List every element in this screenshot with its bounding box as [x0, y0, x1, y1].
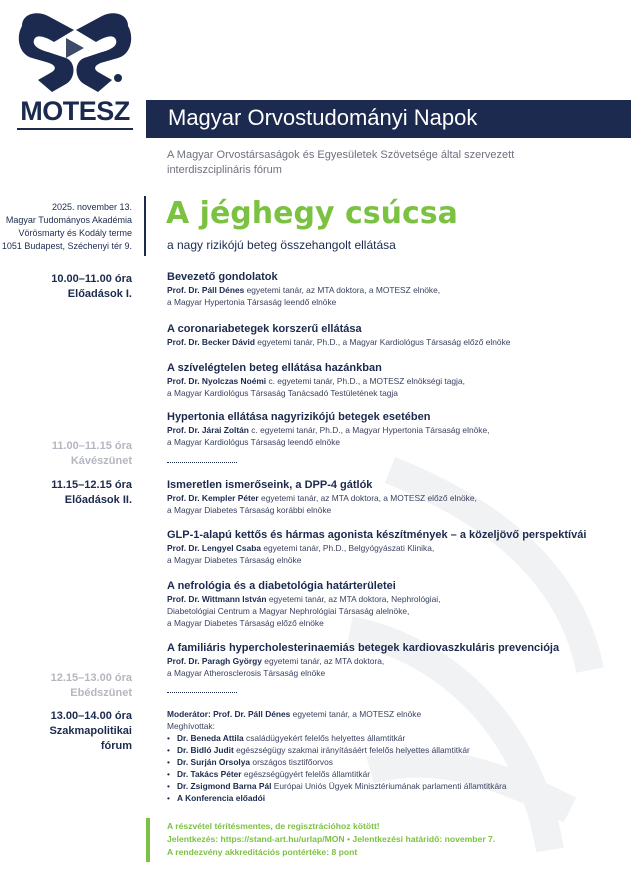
talk-item	[167, 361, 617, 399]
session-2	[0, 478, 132, 508]
speaker-name: Prof. Dr. Járai Zoltán	[167, 425, 249, 435]
talk-item	[167, 478, 617, 516]
talk-item	[167, 270, 617, 308]
invited-label: Meghívottak:	[167, 721, 215, 731]
session-forum	[0, 709, 132, 754]
talk-title: A coronariabetegek korszerű ellátása	[167, 323, 362, 335]
speaker-desc: a Magyar Hypertonia Társaság leendő elnöke	[167, 297, 337, 307]
guest-name: Dr. Takács Péter	[177, 769, 242, 779]
session-coffee	[0, 439, 132, 469]
venue-info	[0, 201, 132, 253]
speaker-desc: egyetemi tanár, Ph.D., Belgyógyászati Klinika,	[261, 543, 435, 553]
list-item	[167, 744, 587, 756]
moderator-desc: egyetemi tanár, a MOTESZ elnöke	[290, 709, 422, 719]
event-subtitle: a nagy rizikójú beteg összehangolt ellátása	[167, 238, 396, 252]
guest-desc: egészségügy szakmai irányításáért felelős helyettes államtitkár	[233, 745, 470, 755]
speaker-desc: c. egyetemi tanár, Ph.D., a Magyar Hypertonia Társaság elnöke,	[248, 425, 490, 435]
venue-room: Vörösmarty és Kodály terme	[18, 228, 132, 238]
session-label: Kávészünet	[70, 455, 132, 467]
break-dots	[167, 462, 237, 463]
speaker-desc: a Magyar Diabetes Társaság elnöke	[167, 555, 302, 565]
session-label: Előadások I.	[67, 288, 132, 300]
speaker-desc: a Magyar Diabetes Társaság előző elnöke	[167, 618, 324, 628]
guest-desc: egészségügyért felelős államtitkár	[241, 769, 371, 779]
speaker-desc: a Magyar Kardiológus Társaság Tanácsadó Testületének tagja	[167, 388, 398, 398]
session-time: 13.00–14.00 óra	[50, 710, 132, 722]
list-item	[167, 792, 587, 804]
speaker-desc: Diabetológiai Centrum a Magyar Nephrológiai Társaság alelnöke,	[167, 606, 410, 616]
footer-info	[167, 820, 495, 859]
speaker-name: Prof. Dr. Páll Dénes	[167, 285, 245, 295]
talk-title: Ismeretlen ismerőseink, a DPP-4 gátlók	[167, 479, 373, 491]
guest-desc: országos tisztifőorvos	[250, 757, 333, 767]
venue-address: 1051 Budapest, Széchenyi tér 9.	[1, 241, 132, 251]
talk-item	[167, 410, 617, 448]
talk-item	[167, 322, 617, 348]
speaker-desc: egyetemi tanár, az MTA doktora, Nephrológiai,	[266, 594, 441, 604]
session-label: Szakmapolitikai	[49, 725, 132, 737]
header-subtitle: A Magyar Orvostársaságok és Egyesületek Szövetsége által szervezett interdiszciplináris fórum	[167, 149, 515, 176]
speaker-desc: a Magyar Diabetes Társaság korábbi elnöke	[167, 505, 332, 515]
moderator-name: Moderátor: Prof. Dr. Páll Dénes	[167, 709, 291, 719]
session-time: 10.00–11.00 óra	[51, 273, 132, 285]
speaker-name: Prof. Dr. Kempler Péter	[167, 493, 259, 503]
session-1	[0, 272, 132, 302]
forum-panel	[167, 708, 587, 804]
talk-item	[167, 641, 617, 679]
speaker-desc: egyetemi tanár, az MTA doktora, a MOTESZ előző elnöke,	[258, 493, 477, 503]
guest-name: Dr. Bidló Judit	[177, 745, 234, 755]
speaker-desc: a Magyar Kardiológus Társaság leendő elnöke	[167, 437, 341, 447]
guest-name: A Konferencia előadói	[177, 793, 266, 803]
session-lunch	[0, 671, 132, 701]
guest-name: Dr. Zsigmond Barna Pál	[177, 781, 272, 791]
talk-title: GLP-1-alapú kettős és hármas agonista készítmények – a közeljövő perspektívái	[167, 529, 587, 541]
talk-title: Bevezető gondolatok	[167, 271, 278, 283]
speaker-name: Prof. Dr. Lengyel Csaba	[167, 543, 262, 553]
venue-name: Magyar Tudományos Akadémia	[5, 215, 132, 225]
guest-name: Dr. Beneda Attila	[177, 733, 244, 743]
talk-item	[167, 528, 617, 566]
guest-name: Dr. Surján Orsolya	[177, 757, 251, 767]
divider-line	[144, 196, 146, 256]
speaker-name: Prof. Dr. Becker Dávid	[167, 337, 255, 347]
footer-accent-bar	[146, 818, 150, 862]
footer-line: A rendezvény akkreditációs pontértéke: 8 pont	[167, 847, 358, 857]
speaker-desc: egyetemi tanár, az MTA doktora, a MOTESZ elnöke,	[244, 285, 441, 295]
event-date: 2025. november 13.	[51, 202, 132, 212]
break-dots	[167, 692, 237, 693]
list-item	[167, 768, 587, 780]
session-time: 11.00–11.15 óra	[51, 440, 132, 452]
speaker-name: Prof. Dr. Nyolczas Noémi	[167, 376, 267, 386]
talk-item	[167, 579, 617, 629]
footer-line: A részvétel térítésmentes, de regisztrációhoz kötött!	[167, 821, 380, 831]
list-item	[167, 780, 587, 792]
header-title: Magyar Orvostudományi Napok	[168, 105, 478, 130]
motesz-logo-text: MOTESZ	[15, 96, 135, 127]
session-label: Ebédszünet	[70, 687, 132, 699]
talk-title: Hypertonia ellátása nagyrizikójú betegek esetében	[167, 411, 431, 423]
guest-desc: családügyekért felelős helyettes államtitkár	[243, 733, 406, 743]
session-label: Előadások II.	[64, 494, 132, 506]
speaker-name: Prof. Dr. Paragh György	[167, 656, 262, 666]
session-time: 12.15–13.00 óra	[50, 672, 132, 684]
speaker-name: Prof. Dr. Wittmann István	[167, 594, 267, 604]
talk-title: A familiáris hypercholesterinaemiás betegek kardiovaszkuláris prevenciója	[167, 642, 560, 654]
list-item	[167, 756, 587, 768]
speaker-desc: a Magyar Atherosclerosis Társaság elnöke	[167, 668, 326, 678]
speaker-desc: egyetemi tanár, Ph.D., a Magyar Kardiológus Társaság előző elnöke	[254, 337, 511, 347]
list-item	[167, 732, 587, 744]
registration-link[interactable]: Jelentkezés: https://stand-art.hu/urlap/MON • Jelentkezési határidő: november 7.	[167, 834, 496, 844]
speaker-desc: c. egyetemi tanár, Ph.D., a MOTESZ elnökségi tagja,	[266, 376, 465, 386]
session-label-2: fórum	[100, 740, 132, 752]
guest-desc: Európai Uniós Ügyek Minisztériumának parlamenti államtitkára	[271, 781, 507, 791]
speaker-desc: egyetemi tanár, az MTA doktora,	[261, 656, 385, 666]
session-time: 11.15–12.15 óra	[51, 479, 132, 491]
event-title: A jéghegy csúcsa	[166, 196, 458, 231]
guest-list	[167, 732, 587, 804]
talk-title: A nefrológia és a diabetológia határterületei	[167, 580, 396, 592]
header-bar	[146, 100, 631, 138]
talk-title: A szívelégtelen beteg ellátása hazánkban	[167, 362, 382, 374]
